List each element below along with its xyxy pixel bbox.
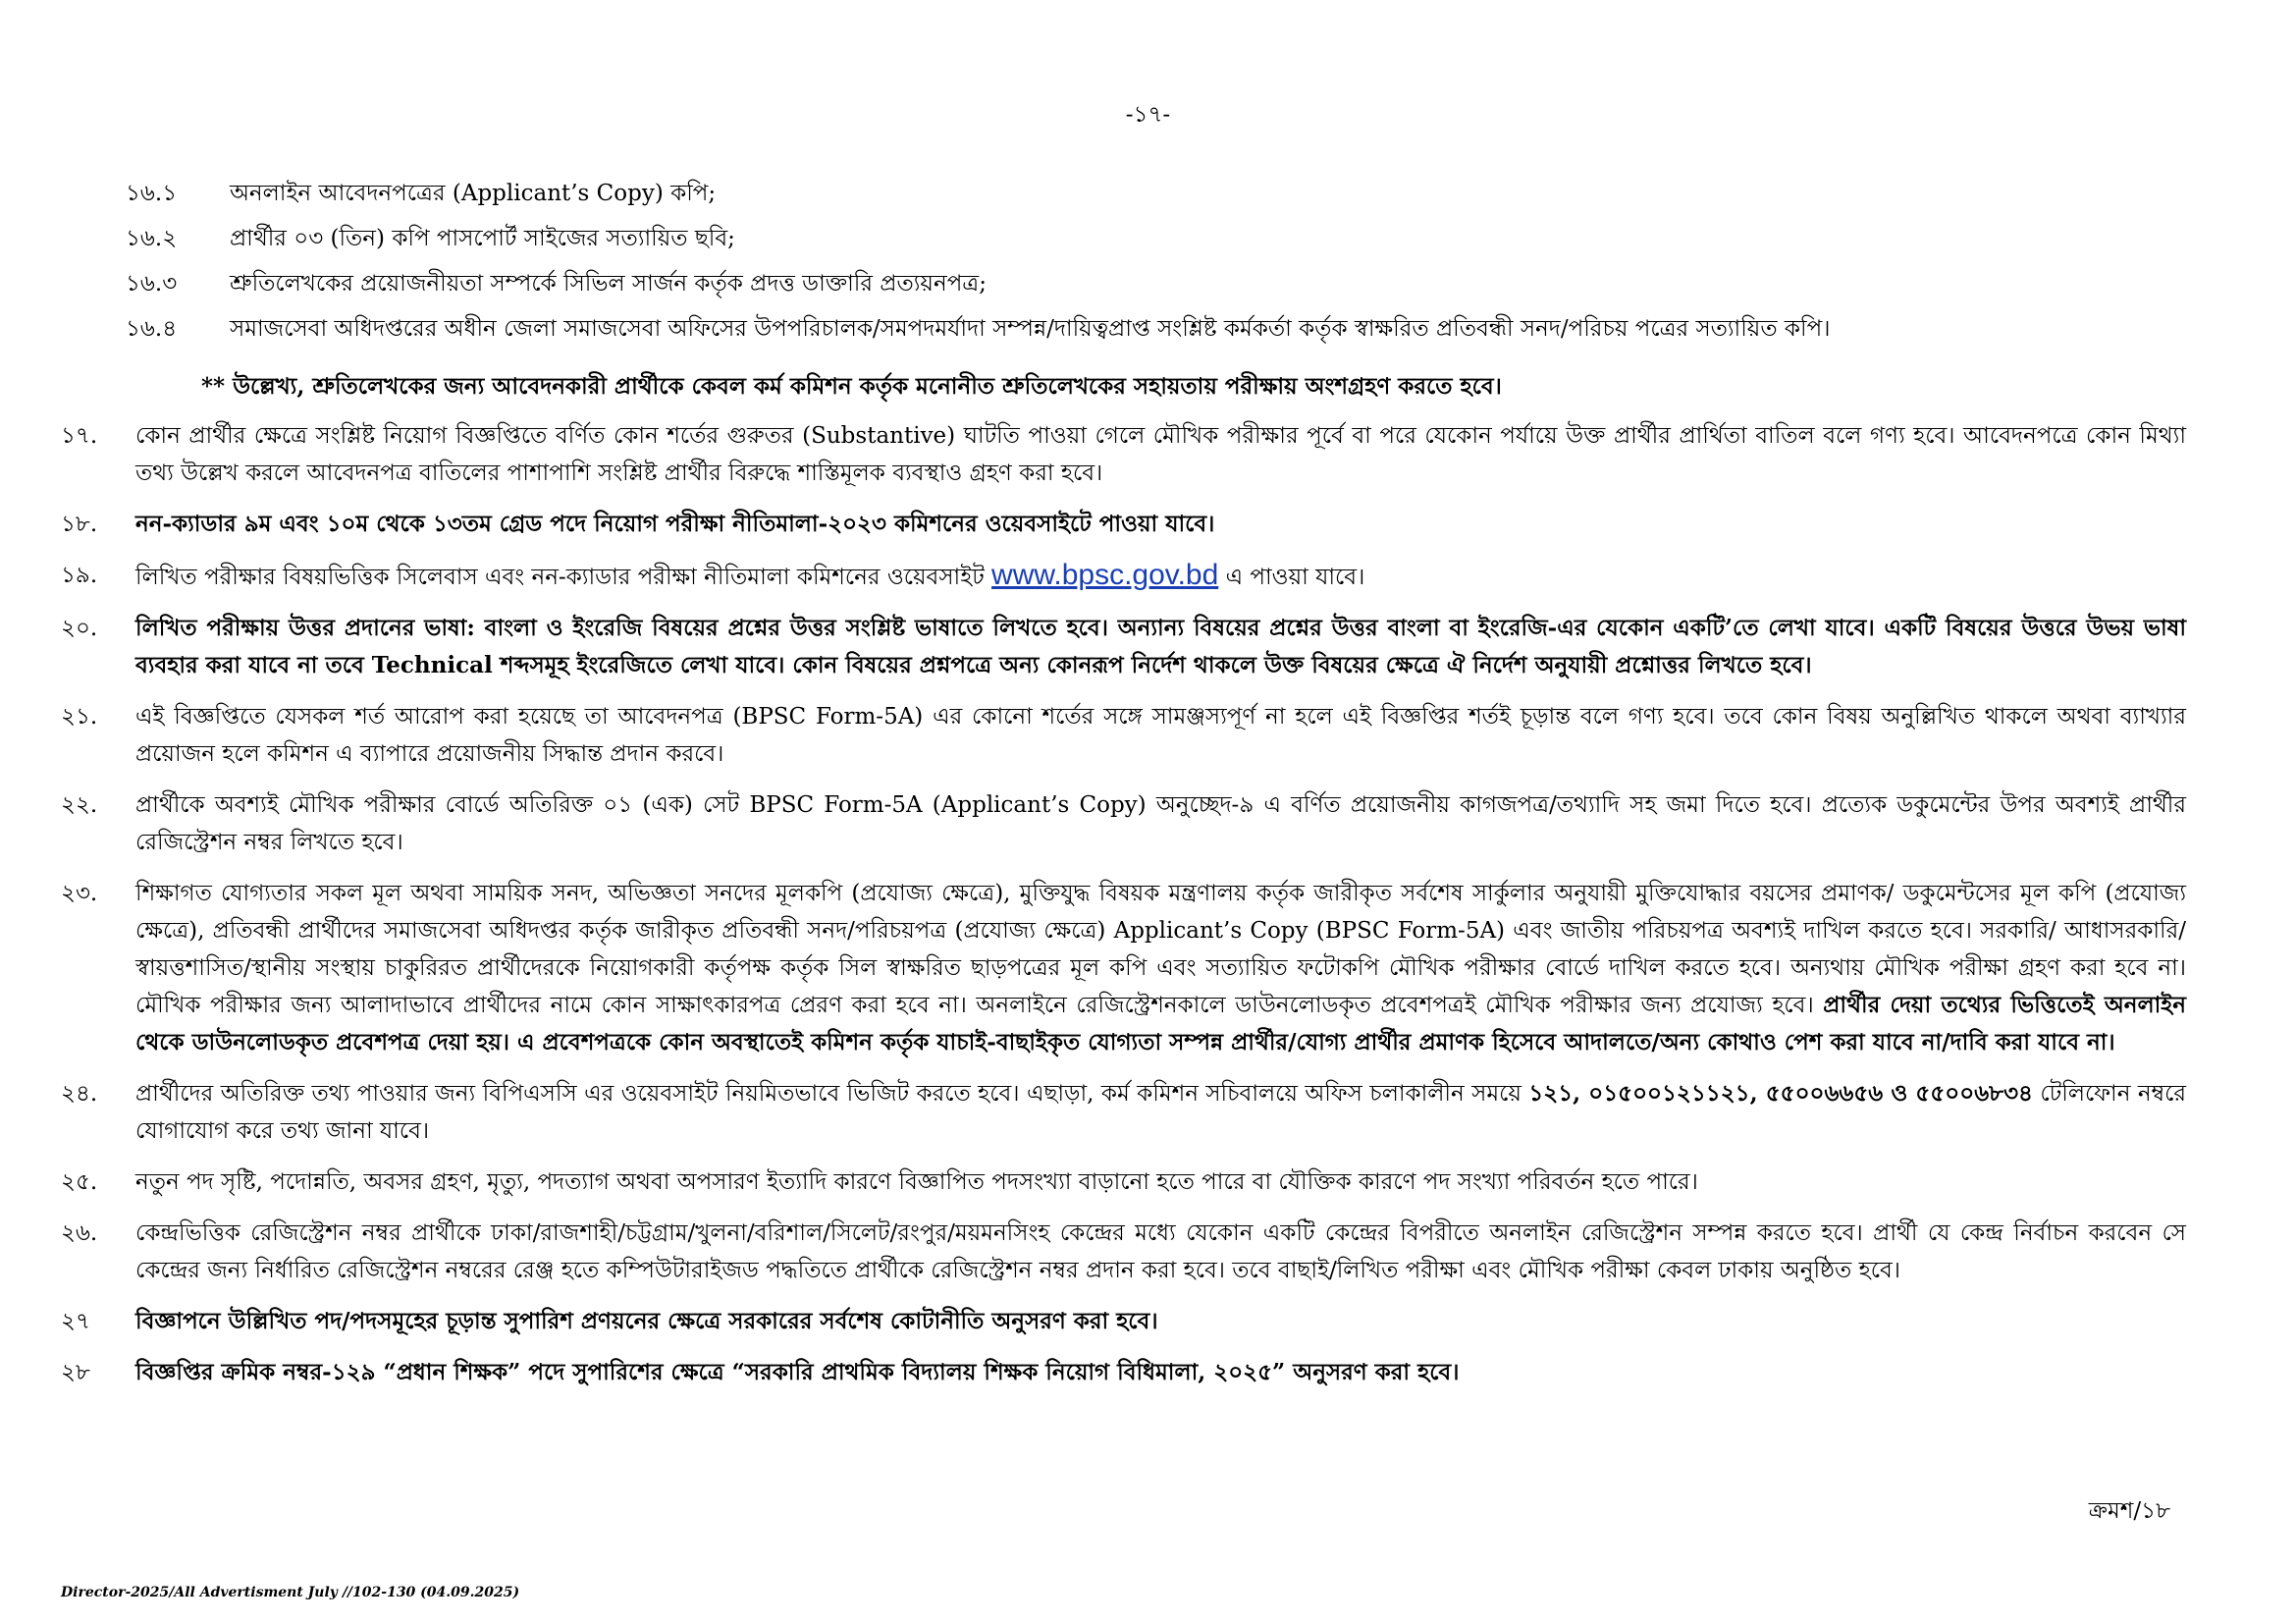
clause-text: বিজ্ঞপ্তির ক্রমিক নম্বর-১২৯ “প্রধান শিক্ষক” পদে সুপারিশের ক্ষেত্রে “সরকারি প্রাথমিক বিদ্যালয় শিক্ষক নিয়োগ বিধিমালা, ২০২৫” অনুসরণ করা হবে।	[135, 1359, 1460, 1385]
sub-item-number: ১৬.৩	[126, 271, 178, 297]
clause-number: ১৭.	[61, 423, 98, 449]
scribe-note: ** উল্লেখ্য, শ্রুতিলেখকের জন্য আবেদনকারী প্রার্থীকে কেবল কর্ম কমিশন কর্তৃক মনোনীত শ্রুতিলেখকের সহায়তায় পরীক্ষায় অংশগ্রহণ করতে হবে।	[201, 373, 1502, 400]
sub-item-text: শ্রুতিলেখকের প্রয়োজনীয়তা সম্পর্কে সিভিল সার্জন কর্তৃক প্রদত্ত ডাক্তারি প্রত্যয়নপত্র;	[230, 271, 987, 297]
clause-23	[61, 875, 2186, 1061]
clause-number: ২১.	[61, 704, 98, 730]
clause-text	[135, 875, 2186, 1061]
clause-text	[135, 1075, 2186, 1150]
clause-text: কোন প্রার্থীর ক্ষেত্রে সংশ্লিষ্ট নিয়োগ বিজ্ঞপ্তিতে বর্ণিত কোন শর্তের গুরুতর (Substantive) ঘাটতি পাওয়া গেলে মৌখিক পরীক্ষার পূর্বে বা পরে যেকোন পর্যায়ে উক্ত প্রার্থীর প্রার্থিতা বাতিল বলে গণ্য হবে। আবেদনপত্রে কোন মিথ্যা তথ্য উল্লেখ করলে আবেদনপত্র বাতিলের পাশাপাশি সংশ্লিষ্ট প্রার্থীর বিরুদ্ধে শাস্তিমূলক ব্যবস্থাও গ্রহণ করা হবে।	[135, 423, 2186, 486]
clause-18	[61, 506, 2186, 543]
clause-number: ২০.	[61, 616, 98, 641]
sub-item-list	[126, 177, 2187, 357]
sub-item	[126, 267, 2187, 300]
clause-text-before-link: লিখিত পরীক্ষার বিষয়ভিত্তিক সিলেবাস এবং নন-ক্যাডার পরীক্ষা নীতিমালা কমিশনের ওয়েবসাইট	[135, 565, 985, 590]
bpsc-website-link[interactable]: www.bpsc.gov.bd	[991, 559, 1219, 591]
clause-number: ১৮.	[61, 512, 98, 537]
clause-text: নন-ক্যাডার ৯ম এবং ১০ম থেকে ১৩তম গ্রেড পদে নিয়োগ পরীক্ষা নীতিমালা-২০২৩ কমিশনের ওয়েবসাইটে পাওয়া যাবে।	[135, 511, 1215, 537]
clause-text	[135, 557, 2186, 596]
clause-24	[61, 1075, 2186, 1150]
clause-26	[61, 1215, 2186, 1289]
clause-number: ২৭	[61, 1309, 90, 1334]
clause-number: ২৫.	[61, 1169, 98, 1195]
clause-list	[61, 417, 2186, 1405]
clause-text: নতুন পদ সৃষ্টি, পদোন্নতি, অবসর গ্রহণ, মৃত্যু, পদত্যাগ অথবা অপসারণ ইত্যাদি কারণে বিজ্ঞাপিত পদসংখ্যা বাড়ানো হতে পারে বা যৌক্তিক কারণে পদ সংখ্যা পরিবর্তন হতে পারে।	[135, 1169, 1698, 1195]
clause-number: ২৮	[61, 1360, 90, 1385]
clause-text-regular: শিক্ষাগত যোগ্যতার সকল মূল অথবা সাময়িক সনদ, অভিজ্ঞতা সনদের মূলকপি (প্রযোজ্য ক্ষেত্রে), মুক্তিযুদ্ধ বিষয়ক মন্ত্রণালয় কর্তৃক জারীকৃত সর্বশেষ সার্কুলার অনুযায়ী মুক্তিযোদ্ধার বয়সের প্রমাণক/ ডকুমেন্টসের মূল কপি (প্রযোজ্য ক্ষেত্রে), প্রতিবন্ধী প্রার্থীদের সমাজসেবা অধিদপ্তর কর্তৃক জারীকৃত প্রতিবন্ধী সনদ/পরিচয়পত্র (প্রযোজ্য ক্ষেত্রে) Applicant’s Copy (BPSC Form-5A) এবং জাতীয় পরিচয়পত্র অবশ্যই দাখিল করতে হবে। সরকারি/ আধাসরকারি/স্বায়ত্তশাসিত/স্থানীয় সংস্থায় চাকুরিরত প্রার্থীদেরকে নিয়োগকারী কর্তৃপক্ষ কর্তৃক সিল স্বাক্ষরিত ছাড়পত্রের মূল কপি এবং সত্যায়িত ফটোকপি মৌখিক পরীক্ষার বোর্ডে দাখিল করতে হবে। অন্যথায় মৌখিক পরীক্ষা গ্রহণ করা হবে না। মৌখিক পরীক্ষার জন্য আলাদাভাবে প্রার্থীদের নামে কোন সাক্ষাৎকারপত্র প্রেরণ করা হবে না। অনলাইনে রেজিস্ট্রেশনকালে ডাউনলোডকৃত প্রবেশপত্রই মৌখিক পরীক্ষার জন্য প্রযোজ্য হবে।	[135, 881, 2186, 1018]
clause-number: ২২.	[61, 792, 98, 818]
clause-text-before-phones: প্রার্থীদের অতিরিক্ত তথ্য পাওয়ার জন্য বিপিএসসি এর ওয়েবসাইট নিয়মিতভাবে ভিজিট করতে হবে। এছাড়া, কর্ম কমিশন সচিবালয়ে অফিস চলাকালীন সময়ে	[135, 1081, 1522, 1107]
clause-28	[61, 1354, 2186, 1391]
clause-text-after-phones: টেলিফোন নম্বরে যোগাযোগ করে তথ্য জানা যাবে।	[135, 1081, 2187, 1144]
clause-25	[61, 1164, 2186, 1201]
clause-17	[61, 417, 2186, 492]
footer-reference: Director-2025/All Advertisment July //102-130 (04.09.2025)	[61, 1585, 520, 1600]
sub-item-text: সমাজসেবা অধিদপ্তরের অধীন জেলা সমাজসেবা অফিসের উপপরিচালক/সমপদমর্যাদা সম্পন্ন/দায়িত্বপ্রাপ্ত সংশ্লিষ্ট কর্মকর্তা কর্তৃক স্বাক্ষরিত প্রতিবন্ধী সনদ/পরিচয় পত্রের সত্যায়িত কপি।	[230, 316, 1831, 342]
sub-item	[126, 177, 2187, 210]
clause-text-after-link: এ পাওয়া যাবে।	[1225, 565, 1365, 590]
sub-item-number: ১৬.৪	[126, 316, 178, 342]
sub-item-number: ১৬.১	[126, 181, 178, 206]
sub-item-text: অনলাইন আবেদনপত্রের (Applicant’s Copy) কপি;	[230, 181, 717, 206]
clause-text: এই বিজ্ঞপ্তিতে যেসকল শর্ত আরোপ করা হয়েছে তা আবেদনপত্র (BPSC Form-5A) এর কোনো শর্তের সঙ্গে সামঞ্জস্যপূর্ণ না হলে এই বিজ্ঞপ্তির শর্তই চূড়ান্ত বলে গণ্য হবে। তবে কোন বিষয় অনুল্লিখিত থাকলে অথবা ব্যাখ্যার প্রয়োজন হলে কমিশন এ ব্যাপারে প্রয়োজনীয় সিদ্ধান্ত প্রদান করবে।	[135, 704, 2186, 767]
continued-marker: ক্রমশ/১৮	[2088, 1498, 2170, 1524]
clause-text: কেন্দ্রভিত্তিক রেজিস্ট্রেশন নম্বর প্রার্থীকে ঢাকা/রাজশাহী/চট্টগ্রাম/খুলনা/বরিশাল/সিলেট/রংপুর/ময়মনসিংহ কেন্দ্রের মধ্যে যেকোন একটি কেন্দ্রের বিপরীতে অনলাইন রেজিস্ট্রেশন সম্পন্ন করতে হবে। প্রার্থী যে কেন্দ্র নির্বাচন করবেন সে কেন্দ্রের জন্য নির্ধারিত রেজিস্ট্রেশন নম্বরের রেঞ্জ হতে কম্পিউটারাইজড পদ্ধতিতে প্রার্থীকে রেজিস্ট্রেশন নম্বর প্রদান করা হবে। তবে বাছাই/লিখিত পরীক্ষা এবং মৌখিক পরীক্ষা কেবল ঢাকায় অনুষ্ঠিত হবে।	[135, 1220, 2186, 1283]
page-number: -১৭-	[1125, 102, 1171, 128]
sub-item-text: প্রার্থীর ০৩ (তিন) কপি পাসপোর্ট সাইজের সত্যায়িত ছবি;	[230, 226, 735, 251]
sub-item	[126, 312, 2187, 346]
clause-text: প্রার্থীকে অবশ্যই মৌখিক পরীক্ষার বোর্ডে অতিরিক্ত ০১ (এক) সেট BPSC Form-5A (Applicant’s Copy) অনুচ্ছেদ-৯ এ বর্ণিত প্রয়োজনীয় কাগজপত্র/তথ্যাদি সহ জমা দিতে হবে। প্রত্যেক ডকুমেন্টের উপর অবশ্যই প্রার্থীর রেজিস্ট্রেশন নম্বর লিখতে হবে।	[135, 792, 2186, 855]
sub-item-number: ১৬.২	[126, 226, 178, 251]
phone-numbers: ১২১, ০১৫০০১২১১২১, ৫৫০০৬৬৫৬ ও ৫৫০০৬৮৩৪	[1528, 1080, 2033, 1107]
clause-22	[61, 786, 2186, 861]
clause-number: ২৪.	[61, 1081, 98, 1107]
clause-19	[61, 557, 2186, 596]
clause-number: ২৩.	[61, 881, 98, 906]
clause-text: বিজ্ঞাপনে উল্লিখিত পদ/পদসমূহের চূড়ান্ত সুপারিশ প্রণয়নের ক্ষেত্রে সরকারের সর্বশেষ কোটানীতি অনুসরণ করা হবে।	[135, 1308, 1158, 1334]
sub-item	[126, 222, 2187, 255]
clause-number: ১৯.	[61, 563, 98, 588]
clause-20	[61, 610, 2186, 684]
clause-21	[61, 698, 2186, 773]
clause-27	[61, 1303, 2186, 1340]
clause-number: ২৬.	[61, 1220, 98, 1246]
clause-text: লিখিত পরীক্ষায় উত্তর প্রদানের ভাষা: বাংলা ও ইংরেজি বিষয়ের প্রশ্নের উত্তর সংশ্লিষ্ট ভাষাতে লিখতে হবে। অন্যান্য বিষয়ের প্রশ্নের উত্তর বাংলা বা ইংরেজি-এর যেকোন একটি’তে লেখা যাবে। একটি বিষয়ের উত্তরে উভয় ভাষা ব্যবহার করা যাবে না তবে Technical শব্দসমূহ ইংরেজিতে লেখা যাবে। কোন বিষয়ের প্রশ্নপত্রে অন্য কোনরূপ নির্দেশ থাকলে উক্ত বিষয়ের ক্ষেত্রে ঐ নির্দেশ অনুযায়ী প্রশ্নোত্তর লিখতে হবে।	[135, 615, 2186, 678]
clause-text-bold: প্রার্থীর দেয়া তথ্যের ভিত্তিতেই অনলাইন থেকে ডাউনলোডকৃত প্রবেশপত্র দেয়া হয়। এ প্রবেশপত্রকে কোন অবস্থাতেই কমিশন কর্তৃক যাচাই-বাছাইকৃত যোগ্যতা সম্পন্ন প্রার্থীর/যোগ্য প্রার্থীর প্রমাণক হিসেবে আদালতে/অন্য কোথাও পেশ করা যাবে না/দাবি করা যাবে না।	[135, 992, 2186, 1056]
